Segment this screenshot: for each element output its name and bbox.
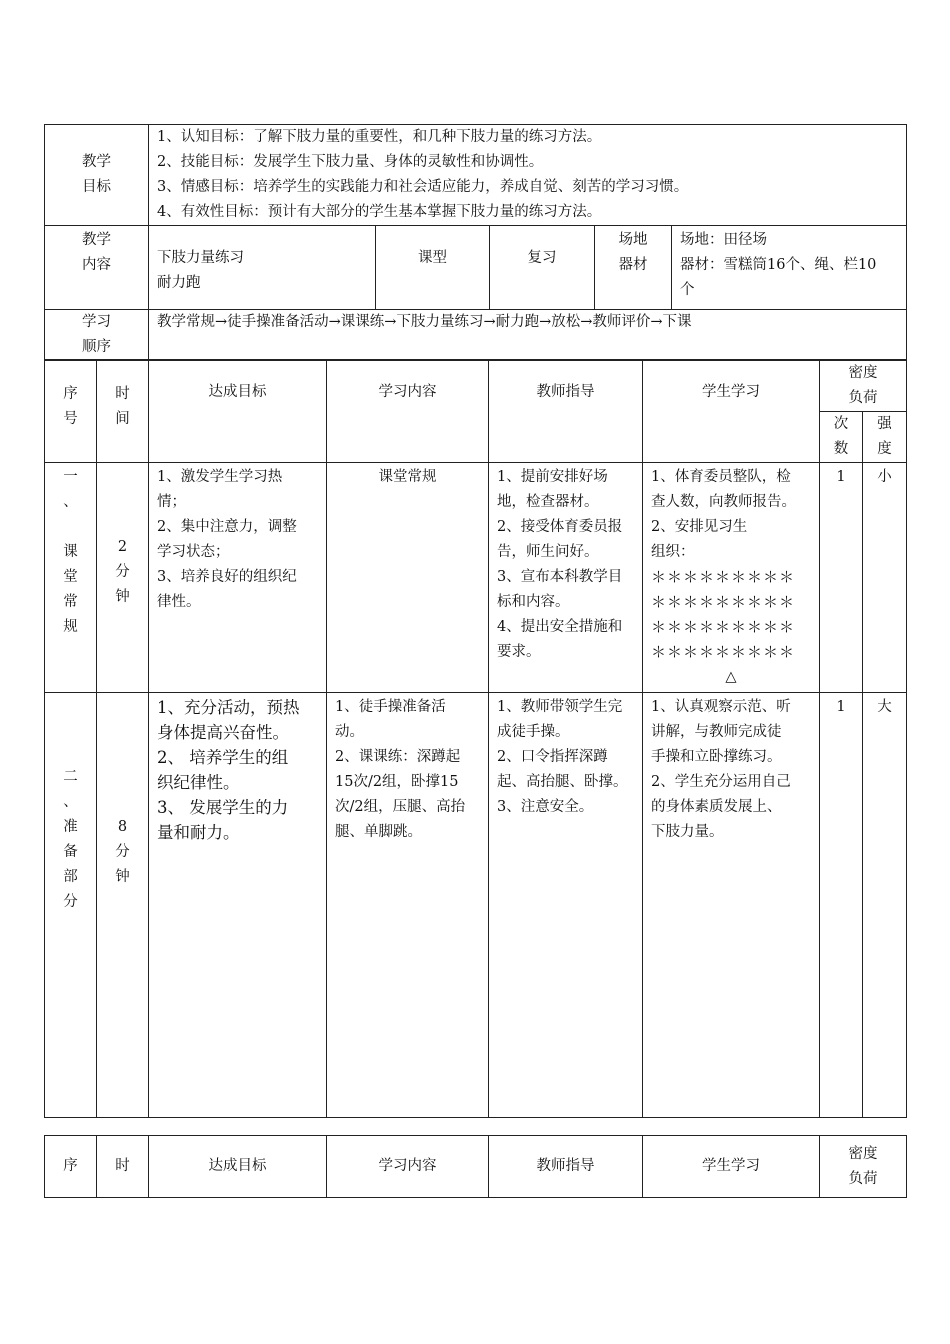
formation-stars-3: ＊＊＊＊＊＊＊＊＊ bbox=[651, 618, 796, 636]
header-teacher: 教师指导 bbox=[489, 360, 643, 463]
row2-intensity: 大 bbox=[863, 693, 907, 1118]
content-cell: 下肢力量练习 耐力跑 bbox=[149, 226, 376, 310]
row1-count: 1 bbox=[820, 463, 863, 693]
row2-content: 1、徒手操准备活 动。 2、课课练：深蹲起 15次/2组，卧撑15 次/2组，压腿、高抬 腿、单脚跳。 bbox=[327, 693, 489, 1118]
bottom-header-student: 学生学习 bbox=[643, 1136, 820, 1198]
venue-cell: 场地：田径场 器材：雪糕筒16个、绳、栏10 个 bbox=[672, 226, 907, 310]
formation-stars-4: ＊＊＊＊＊＊＊＊＊ bbox=[651, 643, 796, 661]
row1-seq: 一 、 课 堂 常 规 bbox=[45, 463, 97, 693]
lesson-plan-table bbox=[44, 359, 907, 1118]
bottom-header-density: 密度 负荷 bbox=[820, 1136, 907, 1198]
type-label: 课型 bbox=[376, 226, 490, 310]
lesson-info-table bbox=[44, 124, 907, 361]
bottom-header-seq: 序 bbox=[45, 1136, 97, 1198]
row2-teacher: 1、教师带领学生完 成徒手操。 2、口令指挥深蹲 起、高抬腿、卧撑。 3、注意安全。 bbox=[489, 693, 643, 1118]
goal-label-cell: 教学 目标 bbox=[45, 125, 149, 226]
bottom-header-content: 学习内容 bbox=[327, 1136, 489, 1198]
row2-count: 1 bbox=[820, 693, 863, 1118]
order-label-cell: 学习 顺序 bbox=[45, 310, 149, 361]
content-label-cell: 教学 内容 bbox=[45, 226, 149, 310]
goal-4: 4、有效性目标：预计有大部分的学生基本掌握下肢力量的练习方法。 bbox=[157, 204, 602, 220]
venue-label-cell: 场地 器材 bbox=[595, 226, 672, 310]
header-intensity: 强 度 bbox=[863, 412, 907, 463]
goals-cell bbox=[149, 125, 907, 226]
row2-time: 8 分 钟 bbox=[97, 693, 149, 1118]
goal-3: 3、情感目标：培养学生的实践能力和社会适应能力，养成自觉、刻苦的学习习惯。 bbox=[157, 179, 689, 195]
bottom-header-goal: 达成目标 bbox=[149, 1136, 327, 1198]
order-cell: 教学常规→徒手操准备活动→课课练→下肢力量练习→耐力跑→放松→教师评价→下课 bbox=[149, 310, 907, 361]
header-student: 学生学习 bbox=[643, 360, 820, 463]
goal-1: 1、认知目标：了解下肢力量的重要性，和几种下肢力量的练习方法。 bbox=[157, 129, 602, 145]
row1-content: 课堂常规 bbox=[327, 463, 489, 693]
goal-2: 2、技能目标：发展学生下肢力量、身体的灵敏性和协调性。 bbox=[157, 154, 544, 170]
bottom-header-teacher: 教师指导 bbox=[489, 1136, 643, 1198]
header-content: 学习内容 bbox=[327, 360, 489, 463]
row1-teacher: 1、提前安排好场 地，检查器材。 2、接受体育委员报 告，师生问好。 3、宣布本科教学目 标和内容。 4、提出安全措施和 要求。 bbox=[489, 463, 643, 693]
header-seq: 序 号 bbox=[45, 360, 97, 463]
table-row bbox=[45, 463, 907, 693]
teacher-position-triangle: △ bbox=[725, 669, 737, 685]
row1-intensity: 小 bbox=[863, 463, 907, 693]
row2-student: 1、认真观察示范、听 讲解，与教师完成徒 手操和立卧撑练习。 2、学生充分运用自己 的身体素质发展上、 下肢力量。 bbox=[643, 693, 820, 1118]
row1-student: 1、体育委员整队，检 查人数，向教师报告。 2、安排见习生 组织： ＊＊＊＊＊＊＊＊＊ ＊＊＊＊＊＊＊＊＊ ＊＊＊＊＊＊＊＊＊ ＊＊＊＊＊＊＊＊＊ △ bbox=[643, 463, 820, 693]
header-goal: 达成目标 bbox=[149, 360, 327, 463]
header-density: 密度 负荷 bbox=[820, 360, 907, 412]
row2-goals: 1、充分活动，预热 身体提高兴奋性。 2、 培养学生的组 织纪律性。 3、 发展学生的力 量和耐力。 bbox=[149, 693, 327, 1118]
formation-stars-1: ＊＊＊＊＊＊＊＊＊ bbox=[651, 568, 796, 586]
row2-seq: 二 、 准 备 部 分 bbox=[45, 693, 97, 1118]
row1-goals: 1、激发学生学习热 情； 2、集中注意力，调整 学习状态； 3、培养良好的组织纪 律性。 bbox=[149, 463, 327, 693]
header-time: 时 间 bbox=[97, 360, 149, 463]
bottom-header-time: 时 bbox=[97, 1136, 149, 1198]
row1-time: 2 分 钟 bbox=[97, 463, 149, 693]
table-row bbox=[45, 693, 907, 1118]
header-count: 次 数 bbox=[820, 412, 863, 463]
type-value: 复习 bbox=[490, 226, 595, 310]
formation-stars-2: ＊＊＊＊＊＊＊＊＊ bbox=[651, 593, 796, 611]
continuation-header-table bbox=[44, 1135, 907, 1198]
